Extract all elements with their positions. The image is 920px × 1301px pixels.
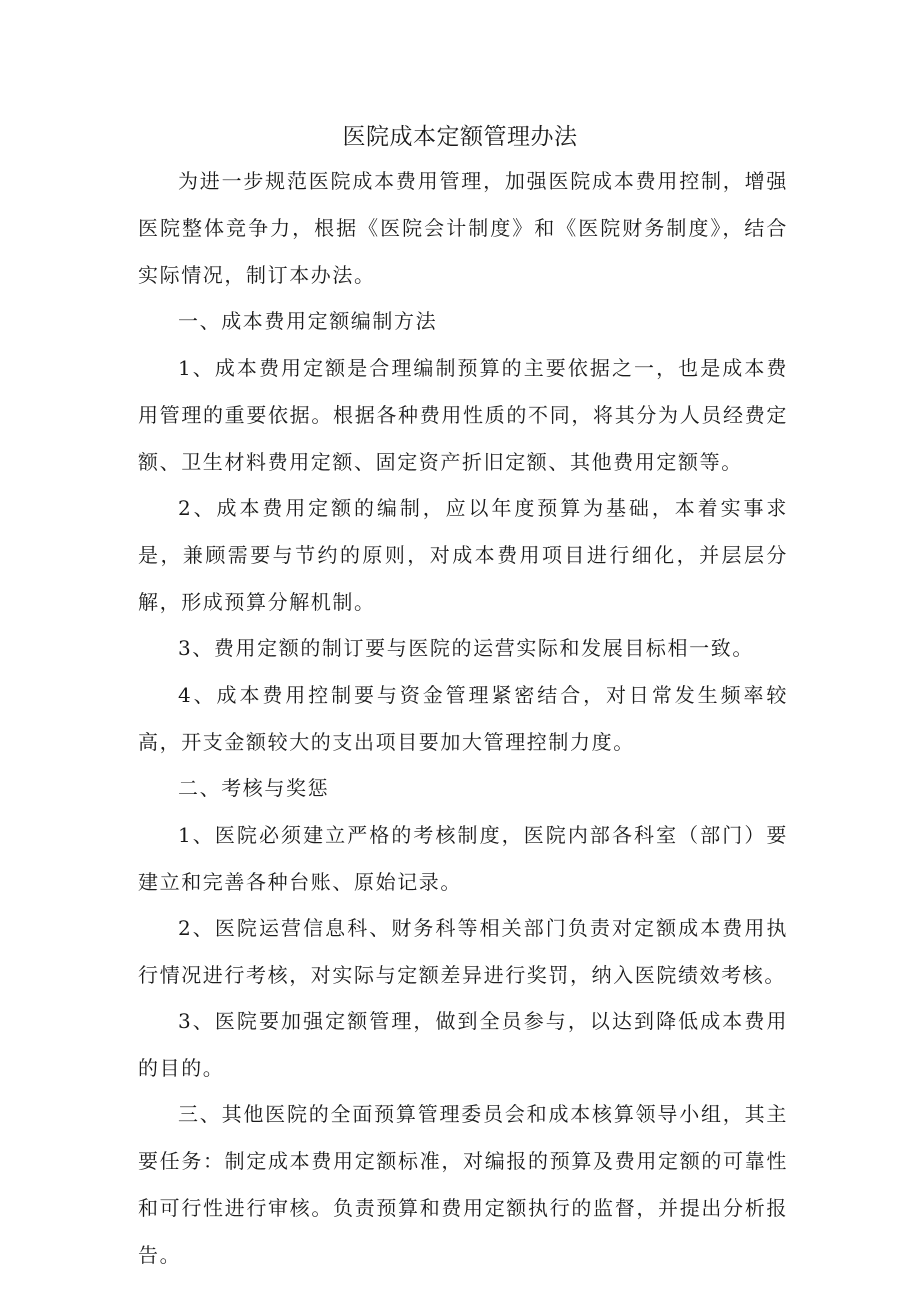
section-1-item-1: 1、成本费用定额是合理编制预算的主要依据之一，也是成本费用管理的重要依据。根据各种费用性质的不同，将其分为人员经费定额、卫生材料费用定额、固定资产折旧定额、其他费用定额等。 xyxy=(138,356,788,474)
intro-paragraph: 为进一步规范医院成本费用管理，加强医院成本费用控制，增强医院整体竞争力，根据《医院会计制度》和《医院财务制度》，结合实际情况，制订本办法。 xyxy=(138,169,788,287)
document-title: 医院成本定额管理办法 xyxy=(342,124,578,150)
section-1-item-4: 4、成本费用控制要与资金管理紧密结合，对日常发生频率较高，开支金额较大的支出项目要加大管理控制力度。 xyxy=(138,683,788,754)
section-2-heading: 二、考核与奖惩 xyxy=(178,776,330,800)
section-1-item-3: 3、费用定额的制订要与医院的运营实际和发展目标相一致。 xyxy=(178,636,754,660)
section-2-item-1: 1、医院必须建立严格的考核制度，医院内部各科室（部门）要建立和完善各种台账、原始记录。 xyxy=(138,823,788,894)
section-2-item-3: 3、医院要加强定额管理，做到全员参与，以达到降低成本费用的目的。 xyxy=(138,1009,788,1080)
section-1-item-2: 2、成本费用定额的编制，应以年度预算为基础，本着实事求是，兼顾需要与节约的原则，对成本费用项目进行细化，并层层分解，形成预算分解机制。 xyxy=(138,496,788,614)
section-2-item-2: 2、医院运营信息科、财务科等相关部门负责对定额成本费用执行情况进行考核，对实际与定额差异进行奖罚，纳入医院绩效考核。 xyxy=(138,916,788,987)
section-3-paragraph: 三、其他医院的全面预算管理委员会和成本核算领导小组，其主要任务：制定成本费用定额标准，对编报的预算及费用定额的可靠性和可行性进行审核。负责预算和费用定额执行的监督，并提出分析报告。 xyxy=(138,1102,788,1267)
section-1-heading: 一、成本费用定额编制方法 xyxy=(178,309,438,333)
